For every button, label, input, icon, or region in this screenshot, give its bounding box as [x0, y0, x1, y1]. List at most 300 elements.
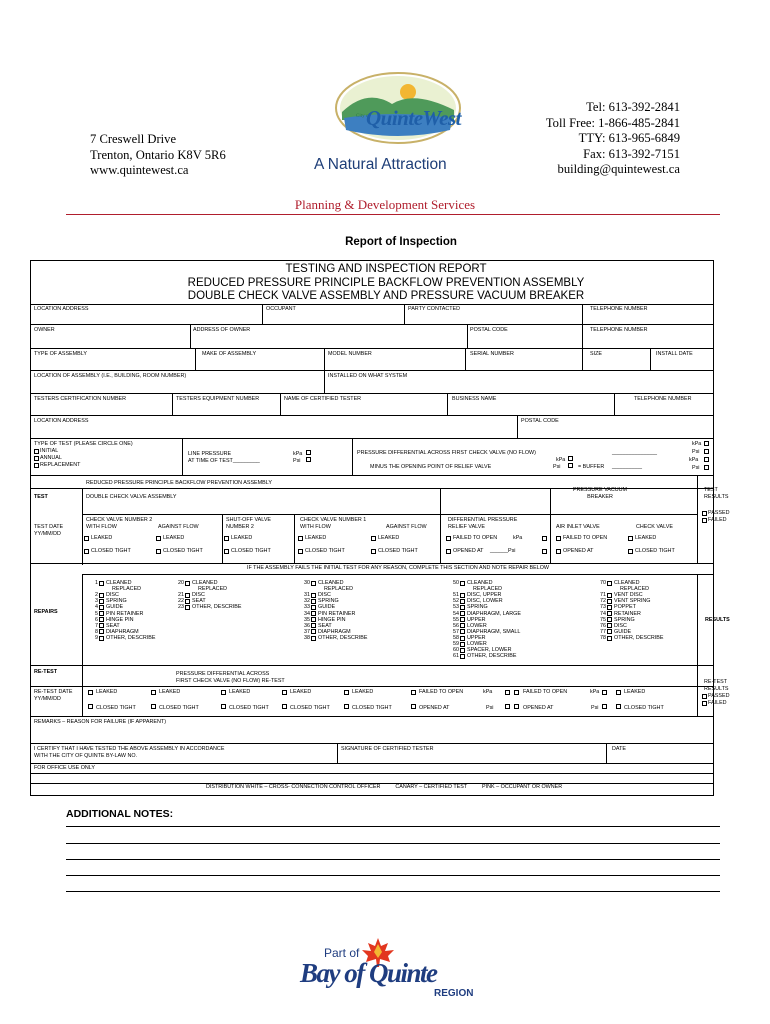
- retest-leaked-checkbox[interactable]: [344, 690, 349, 695]
- repair-item: SEAT: [106, 622, 120, 629]
- email-link[interactable]: building@quintewest.ca: [557, 162, 680, 176]
- repair-item: DIAPHRAGM, SMALL: [467, 628, 521, 635]
- repair-number: 8: [95, 628, 98, 635]
- business-phone-label: TELEPHONE NUMBER: [634, 396, 692, 402]
- logo-text: QuinteWest: [366, 106, 461, 130]
- leaked-label: LEAKED: [91, 535, 113, 541]
- unit-kpa: kPa: [689, 457, 699, 463]
- retest-failed-label: FAILED: [708, 700, 727, 706]
- form-title-line: TESTING AND INSPECTION REPORT: [285, 263, 487, 275]
- repair-item: DISC: [106, 592, 119, 599]
- repair-checkbox[interactable]: [607, 623, 612, 628]
- closed-tight-label: CLOSED TIGHT: [635, 548, 675, 554]
- initial-checkbox[interactable]: [34, 449, 39, 454]
- repair-number: 35: [304, 616, 310, 623]
- repair-item: OTHER, DESCRIBE: [318, 634, 368, 641]
- address-block: [90, 132, 226, 179]
- closed-tight-checkbox[interactable]: [84, 549, 89, 554]
- closed-tight-checkbox[interactable]: [628, 549, 633, 554]
- repair-item: LOWER: [467, 641, 487, 647]
- closed-tight-label: CLOSED TIGHT: [231, 548, 271, 554]
- repair-item: SPRING: [614, 616, 635, 623]
- leaked-checkbox[interactable]: [628, 536, 633, 541]
- repair-checkbox[interactable]: [607, 611, 612, 616]
- repair-checkbox[interactable]: [99, 593, 104, 598]
- diff-pressure-line: RELIEF VALVE: [448, 523, 485, 530]
- repair-checkbox[interactable]: [460, 623, 465, 628]
- repair-number: 1: [95, 580, 98, 586]
- repair-item: HINGE PIN: [106, 616, 134, 623]
- owner-phone-label: TELEPHONE NUMBER: [590, 327, 648, 333]
- repair-number: 37: [304, 628, 310, 635]
- model-number-label: MODEL NUMBER: [328, 351, 372, 357]
- repair-number: 77: [600, 628, 606, 635]
- repair-number: 50: [453, 580, 459, 586]
- kpa-text: kPa: [590, 689, 600, 695]
- repair-checkbox[interactable]: [460, 605, 465, 610]
- retest-leaked-checkbox[interactable]: [282, 690, 287, 695]
- retest-leaked-checkbox[interactable]: [221, 690, 226, 695]
- tester-location-label: LOCATION ADDRESS: [34, 418, 89, 424]
- unit-psi: Psi: [692, 449, 700, 455]
- retest-opened-checkbox[interactable]: [411, 704, 416, 709]
- bay-of-quinte-text: Bay of Quinte: [300, 958, 437, 988]
- repair-number: 55: [453, 616, 459, 623]
- retest-label: RE-TEST: [34, 669, 58, 675]
- closed-tight-label: CLOSED TIGHT: [305, 548, 345, 554]
- part-of-text: Part of: [324, 946, 360, 960]
- unit-psi-checkbox[interactable]: [704, 465, 709, 470]
- repair-checkbox[interactable]: [311, 593, 316, 598]
- repair-item: CLEANED: [192, 580, 218, 586]
- tollfree-text: Toll Free: 1-866-485-2841: [545, 115, 680, 130]
- repair-checkbox[interactable]: [185, 581, 190, 586]
- kpa-text: kPa: [513, 535, 523, 541]
- repair-item: PIN RETAINER: [106, 610, 144, 617]
- department-title: Planning & Development Services: [294, 197, 476, 212]
- repair-item: REPLACED: [473, 586, 503, 593]
- closed-tight-checkbox[interactable]: [371, 549, 376, 554]
- repair-item: CLEANED: [106, 580, 132, 586]
- test-date-line: YY/MM/DD: [34, 530, 61, 537]
- opened-at-label: OPENED AT: [419, 705, 450, 711]
- opened-at-psi: ______Psi: [490, 548, 516, 554]
- notes-line[interactable]: [66, 826, 720, 827]
- repair-checkbox[interactable]: [607, 605, 612, 610]
- repair-checkbox[interactable]: [460, 629, 465, 634]
- repair-item: DISC: [318, 592, 331, 599]
- repair-number: 74: [600, 610, 606, 617]
- occupant-label: OCCUPANT: [266, 306, 296, 312]
- failed-open-label: FAILED TO OPEN: [563, 535, 608, 541]
- repair-number: 54: [453, 610, 459, 617]
- repair-checkbox[interactable]: [185, 605, 190, 610]
- repair-item: SPRING: [467, 604, 488, 611]
- opened-at-label: OPENED AT: [523, 705, 554, 711]
- repair-checkbox[interactable]: [460, 617, 465, 622]
- pdiff-retest-line: FIRST CHECK VALVE (NO FLOW) RE-TEST: [176, 677, 285, 684]
- notes-line[interactable]: [66, 859, 720, 860]
- type-of-test-label: TYPE OF TEST (PLEASE CIRCLE ONE): [34, 441, 133, 447]
- repair-number: 71: [600, 592, 606, 599]
- repair-number: 4: [95, 604, 98, 611]
- retest-psi-checkbox[interactable]: [505, 704, 510, 709]
- form-title-line: REDUCED PRESSURE PRINCIPLE BACKFLOW PREVENTION ASSEMBLY: [187, 276, 585, 289]
- notes-line[interactable]: [66, 875, 720, 876]
- closed-tight-label: CLOSED TIGHT: [378, 548, 418, 554]
- size-label: SIZE: [590, 351, 602, 357]
- repair-item: SPRING: [106, 598, 127, 605]
- retest-leaked-checkbox[interactable]: [616, 690, 621, 695]
- website-link[interactable]: www.quintewest.ca: [90, 163, 189, 177]
- repair-item: HINGE PIN: [318, 616, 346, 623]
- repair-number: 30: [304, 580, 310, 586]
- retest-kpa-checkbox[interactable]: [505, 690, 510, 695]
- kpa-label: kPa: [293, 451, 303, 457]
- unit-psi-checkbox[interactable]: [704, 449, 709, 454]
- cv1-label: [300, 517, 366, 530]
- leaked-label: LEAKED: [159, 689, 181, 695]
- owner-address-label: ADDRESS OF OWNER: [193, 327, 251, 333]
- retest-closed-checkbox[interactable]: [88, 704, 93, 709]
- retest-closed-checkbox[interactable]: [282, 704, 287, 709]
- repair-checkbox[interactable]: [185, 599, 190, 604]
- repair-checkbox[interactable]: [311, 623, 316, 628]
- passed-checkbox[interactable]: [702, 511, 707, 516]
- pvb-line: PRESSURE VACUUM: [572, 487, 628, 493]
- repairs-label: REPAIRS: [34, 609, 58, 615]
- additional-notes-label: ADDITIONAL NOTES:: [66, 808, 174, 820]
- repair-checkbox[interactable]: [311, 581, 316, 586]
- repair-checkbox[interactable]: [311, 629, 316, 634]
- repair-checkbox[interactable]: [99, 605, 104, 610]
- repair-checkbox[interactable]: [311, 599, 316, 604]
- repair-checkbox[interactable]: [460, 654, 465, 659]
- leaked-label: LEAKED: [378, 535, 400, 541]
- test-results-line: TEST: [704, 487, 718, 493]
- repair-item: CLEANED: [318, 580, 344, 586]
- line-kpa-checkbox[interactable]: [306, 450, 311, 455]
- opened-at-checkbox[interactable]: [446, 549, 451, 554]
- repair-checkbox[interactable]: [607, 617, 612, 622]
- annual-label: ANNUAL: [40, 455, 62, 461]
- form-title-line: DOUBLE CHECK VALVE ASSEMBLY AND PRESSURE VACUUM BREAKER: [187, 290, 585, 302]
- air-inlet-label: AIR INLET VALVE: [556, 524, 600, 530]
- leaked-checkbox[interactable]: [84, 536, 89, 541]
- unit-kpa-checkbox[interactable]: [704, 441, 709, 446]
- fails-banner: IF THE ASSEMBLY FAILS THE INITIAL TEST FOR ANY REASON, COMPLETE THIS SECTION AND NOTE REPAIR BELOW: [246, 565, 550, 571]
- repair-item: CLEANED: [467, 580, 493, 586]
- address-line: 7 Creswell Drive: [90, 132, 177, 146]
- repair-number: 31: [304, 592, 310, 599]
- retest-closed-checkbox[interactable]: [616, 704, 621, 709]
- repair-number: 59: [453, 641, 459, 647]
- repair-checkbox[interactable]: [311, 611, 316, 616]
- telephone-label: TELEPHONE NUMBER: [590, 306, 648, 312]
- repair-number: 32: [304, 598, 310, 605]
- repair-checkbox[interactable]: [607, 581, 612, 586]
- repair-item: SPACER, LOWER: [467, 647, 512, 654]
- repair-checkbox[interactable]: [185, 593, 190, 598]
- shutoff-line: SHUT-OFF VALVE: [226, 517, 272, 523]
- repair-item: REPLACED: [620, 586, 650, 593]
- retest-opened-checkbox[interactable]: [514, 704, 519, 709]
- repair-item: OTHER, DESCRIBE: [192, 604, 242, 611]
- repair-item: LOWER: [467, 622, 487, 629]
- cv2-line: CHECK VALVE NUMBER 2: [86, 517, 153, 523]
- closed-tight-checkbox[interactable]: [224, 549, 229, 554]
- retest-psi-checkbox[interactable]: [602, 704, 607, 709]
- repair-number: 34: [304, 610, 310, 617]
- repair-item: CLEANED: [614, 580, 640, 586]
- repair-item: UPPER: [467, 634, 486, 641]
- repair-item: DIAPHRAGM: [318, 628, 351, 635]
- repair-number: 61: [453, 653, 459, 660]
- distribution-label: DISTRIBUTION WHITE – CROSS- CONNECTION CONTROL OFFICER CANARY – CERTIFIED TEST PINK – OCCUPANT OR OWNER: [206, 784, 563, 790]
- postal-code-label: POSTAL CODE: [470, 327, 508, 333]
- repair-checkbox[interactable]: [460, 599, 465, 604]
- retest-closed-checkbox[interactable]: [221, 704, 226, 709]
- repair-item: DISC: [192, 592, 205, 599]
- repair-number: 57: [453, 628, 459, 635]
- repair-checkbox[interactable]: [99, 623, 104, 628]
- opened-at-label: OPENED AT: [453, 548, 484, 554]
- closed-tight-label: CLOSED TIGHT: [352, 705, 392, 711]
- buffer-blank: __________: [612, 464, 642, 470]
- repair-checkbox[interactable]: [607, 636, 612, 641]
- region-text: REGION: [434, 988, 474, 999]
- remarks-label: REMARKS – REASON FOR FAILURE (IF APPARENT): [34, 719, 166, 725]
- repair-number: 72: [600, 598, 606, 605]
- diff-pressure-label: [448, 517, 517, 530]
- check-valve-label: CHECK VALVE: [636, 524, 673, 530]
- unit-psi: Psi: [692, 465, 700, 471]
- fax-text: Fax: 613-392-7151: [583, 146, 680, 161]
- certify-line: WITH THE CITY OF QUINTE BY-LAW NO.: [34, 752, 138, 759]
- closed-tight-label: CLOSED TIGHT: [159, 705, 199, 711]
- shutoff-line: NUMBER 2: [226, 523, 254, 530]
- repair-item: SPRING: [318, 598, 339, 605]
- notes-line[interactable]: [66, 843, 720, 844]
- shutoff-label: [226, 517, 271, 530]
- repair-checkbox[interactable]: [99, 581, 104, 586]
- certify-line: I CERTIFY THAT I HAVE TESTED THE ABOVE ASSEMBLY IN ACCORDANCE: [34, 746, 225, 752]
- repair-checkbox[interactable]: [460, 581, 465, 586]
- tester-equip-label: TESTERS EQUIPMENT NUMBER: [176, 396, 260, 402]
- repair-number: 2: [95, 592, 98, 599]
- test-label: TEST: [34, 494, 48, 500]
- repair-item: DISC: [614, 622, 627, 629]
- line-psi-checkbox[interactable]: [306, 457, 311, 462]
- business-name-label: BUSINESS NAME: [452, 396, 497, 402]
- retest-leaked-checkbox[interactable]: [151, 690, 156, 695]
- logo-sub: City of: [356, 114, 371, 119]
- unit-kpa-checkbox[interactable]: [704, 457, 709, 462]
- repair-item: REPLACED: [198, 586, 228, 593]
- repair-checkbox[interactable]: [607, 593, 612, 598]
- repair-number: 75: [600, 616, 606, 623]
- closed-tight-checkbox[interactable]: [298, 549, 303, 554]
- repair-checkbox[interactable]: [99, 629, 104, 634]
- repair-checkbox[interactable]: [607, 599, 612, 604]
- notes-line[interactable]: [66, 891, 720, 892]
- failed-open-checkbox[interactable]: [556, 536, 561, 541]
- bay-of-quinte-logo: [296, 936, 496, 1006]
- line-pressure-blank: AT TIME OF TEST_________: [188, 458, 260, 464]
- repair-checkbox[interactable]: [460, 593, 465, 598]
- signature-label: SIGNATURE OF CERTIFIED TESTER: [341, 746, 434, 752]
- passed-label: PASSED: [708, 510, 730, 516]
- failed-open-label: FAILED TO OPEN: [523, 689, 568, 695]
- leaked-checkbox[interactable]: [156, 536, 161, 541]
- repair-item: DISC, UPPER: [467, 592, 502, 599]
- retest-failed-open-checkbox[interactable]: [514, 690, 519, 695]
- retest-failed-checkbox[interactable]: [702, 701, 707, 706]
- pdiff-retest-label: [176, 671, 285, 684]
- repair-number: 56: [453, 622, 459, 629]
- address-line: Trenton, Ontario K8V 5R6: [90, 147, 226, 162]
- repair-item: DISC, LOWER: [467, 598, 503, 605]
- repair-number: 70: [600, 580, 606, 586]
- repair-item: SEAT: [318, 622, 332, 629]
- repair-checkbox[interactable]: [460, 648, 465, 653]
- form-title: [0, 263, 770, 304]
- leaked-checkbox[interactable]: [371, 536, 376, 541]
- diff-pressure-line: DIFFERENTIAL PRESSURE: [448, 517, 518, 523]
- repair-number: 23: [178, 604, 184, 611]
- repair-checkbox[interactable]: [311, 605, 316, 610]
- repair-checkbox[interactable]: [460, 636, 465, 641]
- pressure-diff-blank: _______________: [612, 450, 657, 456]
- closed-tight-checkbox[interactable]: [156, 549, 161, 554]
- cv2-label: [86, 517, 152, 530]
- failed-label: FAILED: [708, 517, 727, 523]
- rp-assembly-label: REDUCED PRESSURE PRINCIPLE BACKFLOW PREVENTION ASSEMBLY: [86, 480, 272, 486]
- repair-item: REPLACED: [112, 586, 142, 593]
- unit-kpa: kPa: [692, 441, 702, 447]
- line-pressure-label: LINE PRESSURE: [188, 451, 232, 457]
- pressure-diff-label: PRESSURE DIFFERENTIAL ACROSS FIRST CHECK VALVE (NO FLOW): [357, 450, 536, 456]
- repair-checkbox[interactable]: [99, 636, 104, 641]
- repair-checkbox[interactable]: [311, 636, 316, 641]
- repair-number: 21: [178, 592, 184, 599]
- retest-date-label: [34, 689, 72, 702]
- diff-kpa-checkbox[interactable]: [568, 456, 573, 461]
- repair-item: PIN RETAINER: [318, 610, 356, 617]
- repair-number: 7: [95, 622, 98, 629]
- repair-number: 51: [453, 592, 459, 599]
- retest-passed-checkbox[interactable]: [702, 694, 707, 699]
- leaked-label: LEAKED: [96, 689, 118, 695]
- repair-number: 22: [178, 598, 184, 605]
- repair-checkbox[interactable]: [460, 642, 465, 647]
- repair-checkbox[interactable]: [99, 611, 104, 616]
- retest-kpa-checkbox[interactable]: [602, 690, 607, 695]
- repair-item: GUIDE: [106, 604, 124, 611]
- cv2-line: WITH FLOW: [86, 523, 117, 530]
- psi-checkbox[interactable]: [542, 549, 547, 554]
- failed-checkbox[interactable]: [702, 518, 707, 523]
- date-label: DATE: [612, 746, 626, 752]
- repair-number: 52: [453, 598, 459, 605]
- repair-item: DIAPHRAGM: [106, 628, 139, 635]
- leaked-label: LEAKED: [305, 535, 327, 541]
- closed-tight-label: CLOSED TIGHT: [290, 705, 330, 711]
- repair-checkbox[interactable]: [99, 599, 104, 604]
- report-title: Report of Inspection: [345, 236, 457, 248]
- leaked-label: LEAKED: [231, 535, 253, 541]
- diff-psi-label: Psi: [553, 464, 561, 470]
- leaked-label: LEAKED: [352, 689, 374, 695]
- initial-label: INITIAL: [40, 448, 59, 454]
- leaked-label: LEAKED: [163, 535, 185, 541]
- leaked-checkbox[interactable]: [224, 536, 229, 541]
- location-address-label: LOCATION ADDRESS: [34, 306, 89, 312]
- kpa-checkbox[interactable]: [542, 536, 547, 541]
- repair-number: 60: [453, 647, 459, 654]
- repair-number: 38: [304, 634, 310, 641]
- repair-checkbox[interactable]: [99, 617, 104, 622]
- repair-checkbox[interactable]: [607, 629, 612, 634]
- leaked-label: LEAKED: [624, 689, 646, 695]
- repair-item: OTHER, DESCRIBE: [106, 634, 156, 641]
- retest-closed-checkbox[interactable]: [151, 704, 156, 709]
- repair-number: 76: [600, 622, 606, 629]
- retest-date-line: RE-TEST DATE: [34, 689, 73, 695]
- failed-open-label: FAILED TO OPEN: [419, 689, 464, 695]
- failed-open-checkbox[interactable]: [446, 536, 451, 541]
- test-date-label: [34, 524, 63, 537]
- retest-leaked-checkbox[interactable]: [88, 690, 93, 695]
- repair-checkbox[interactable]: [460, 611, 465, 616]
- retest-closed-checkbox[interactable]: [344, 704, 349, 709]
- annual-checkbox[interactable]: [34, 456, 39, 461]
- phone-text: Tel: 613-392-2841: [586, 100, 680, 114]
- leaked-label: LEAKED: [635, 535, 657, 541]
- retest-results-line: RESULTS: [704, 685, 729, 692]
- repair-item: REPLACED: [324, 586, 354, 593]
- party-contacted-label: PARTY CONTACTED: [408, 306, 461, 312]
- pvb-line: BREAKER: [587, 493, 613, 500]
- install-date-label: INSTALL DATE: [656, 351, 693, 357]
- diff-kpa-label: kPa: [556, 457, 566, 463]
- replacement-checkbox[interactable]: [34, 463, 39, 468]
- retest-failed-open-checkbox[interactable]: [411, 690, 416, 695]
- repair-item: GUIDE: [318, 604, 336, 611]
- opened-at-checkbox[interactable]: [556, 549, 561, 554]
- closed-tight-label: CLOSED TIGHT: [96, 705, 136, 711]
- closed-tight-label: CLOSED TIGHT: [624, 705, 664, 711]
- closed-tight-label: CLOSED TIGHT: [229, 705, 269, 711]
- tagline: A Natural Attraction: [314, 156, 447, 173]
- repair-number: 36: [304, 622, 310, 629]
- repair-item: UPPER: [467, 616, 486, 623]
- psi-text: Psi: [591, 705, 599, 711]
- owner-label: OWNER: [34, 327, 55, 333]
- diff-psi-checkbox[interactable]: [568, 463, 573, 468]
- leaked-checkbox[interactable]: [298, 536, 303, 541]
- tester-cert-label: TESTERS CERTIFICATION NUMBER: [34, 396, 127, 402]
- test-results-label: [704, 487, 728, 500]
- repair-item: VENT SPRING: [614, 598, 651, 605]
- repair-item: DIAPHRAGM, LARGE: [467, 610, 521, 617]
- serial-number-label: SERIAL NUMBER: [470, 351, 514, 357]
- repair-checkbox[interactable]: [311, 617, 316, 622]
- repair-number: 58: [453, 634, 459, 641]
- assembly-location-label: LOCATION OF ASSEMBLY (I.E., BUILDING, ROOM NUMBER): [34, 373, 187, 379]
- repair-item: POPPET: [614, 604, 636, 611]
- dcv-label: DOUBLE CHECK VALVE ASSEMBLY: [86, 494, 177, 500]
